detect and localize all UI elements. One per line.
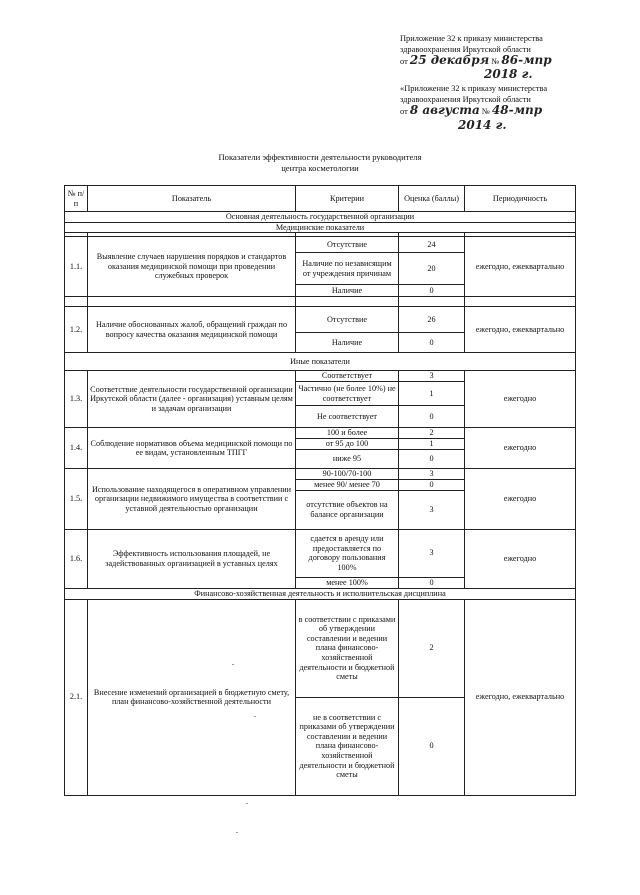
criteria-cell: Наличие по независящим от учреждения причинам <box>296 253 399 285</box>
score-cell: 1 <box>399 439 465 450</box>
indicator-cell: Наличие обоснованных жалоб, обращений граждан по вопросу качества оказания медицинской помощи <box>88 307 296 353</box>
criteria-cell: Не соответствует <box>296 406 399 428</box>
col-header-criteria: Критерии <box>296 186 399 212</box>
score-cell: 0 <box>399 406 465 428</box>
criteria-cell: сдается в аренду или предоставляется по договору пользования 100% <box>296 529 399 577</box>
section-finance: Финансово-хозяйственная деятельность и исполнительская дисциплина <box>65 588 576 599</box>
criteria-cell: Отсутствие <box>296 237 399 253</box>
table-row <box>65 307 576 333</box>
number-sign: № <box>481 107 490 116</box>
score-cell: 2 <box>399 599 465 697</box>
col-header-num: № п/п <box>65 186 88 212</box>
section-medical-indicators: Медицинские показатели <box>65 222 576 233</box>
score-cell: 0 <box>399 577 465 588</box>
col-header-score: Оценка (баллы) <box>399 186 465 212</box>
order-year-handwritten: 2018 г. <box>484 67 533 81</box>
order-date-handwritten: 25 декабря <box>409 53 490 67</box>
ministry-line: здравоохранения Иркутской области <box>400 44 531 54</box>
criteria-cell: ниже 95 <box>296 450 399 469</box>
section-row <box>65 588 576 599</box>
indicators-table <box>64 185 576 796</box>
scan-speck <box>236 832 238 833</box>
scan-speck <box>254 716 256 717</box>
table-row <box>65 529 576 577</box>
score-cell: 0 <box>399 450 465 469</box>
order-date-handwritten: 8 августа <box>409 103 480 117</box>
appendix-header-bottom <box>400 84 547 118</box>
order-date-line <box>400 55 552 68</box>
score-cell: 3 <box>399 490 465 529</box>
order-date-line <box>400 105 547 118</box>
criteria-cell: менее 100% <box>296 577 399 588</box>
criteria-cell: отсутствие объектов на балансе организации <box>296 490 399 529</box>
order-year-handwritten: 2014 г. <box>458 118 507 132</box>
section-row <box>65 222 576 233</box>
score-cell: 0 <box>399 479 465 490</box>
period-cell: ежегодно, ежеквартально <box>465 599 576 795</box>
spacer-row <box>65 297 576 307</box>
table-header-row <box>65 186 576 212</box>
score-cell: 0 <box>399 333 465 353</box>
appendix-line: Приложение 32 к приказу министерства <box>400 34 543 43</box>
indicator-cell: Эффективность использования площадей, не задействованных организацией в уставных целях <box>88 529 296 588</box>
row-number: 1.6. <box>65 529 88 588</box>
indicator-cell: Использование находящегося в оперативном управлении организации недвижимого имущества в соответствии с уставной деятельностью организации <box>88 469 296 530</box>
row-number: 1.2. <box>65 307 88 353</box>
table-row <box>65 469 576 480</box>
order-number-handwritten: 48-мпр <box>491 103 543 117</box>
section-main-activity: Основная деятельность государственной организации <box>65 212 576 223</box>
criteria-cell: менее 90/ менее 70 <box>296 479 399 490</box>
section-other-indicators: Иные показатели <box>65 353 576 371</box>
period-cell: ежегодно <box>465 529 576 588</box>
indicator-cell: Внесение изменений организацией в бюджетную смету, план финансово-хозяйственной деятельности <box>88 599 296 795</box>
period-cell: ежегодно <box>465 428 576 469</box>
period-cell: ежегодно <box>465 469 576 530</box>
criteria-cell: Частично (не более 10%) не соответствует <box>296 382 399 406</box>
row-number: 1.4. <box>65 428 88 469</box>
from-label: от <box>400 57 408 66</box>
criteria-cell: не в соответствии с приказами об утверждении составлении и ведении плана финансово-хозяйственной деятельности и бюджетной сметы <box>296 697 399 795</box>
from-label: от <box>400 107 408 116</box>
criteria-cell: 100 и более <box>296 428 399 439</box>
title-line: Показатели эффективности деятельности руководителя <box>218 152 422 162</box>
indicator-cell: Соблюдение нормативов объема медицинской помощи по ее видам, установленным ТПГГ <box>88 428 296 469</box>
score-cell: 2 <box>399 428 465 439</box>
appendix-header-top <box>400 34 552 68</box>
scan-speck <box>246 803 248 804</box>
criteria-cell: от 95 до 100 <box>296 439 399 450</box>
score-cell: 24 <box>399 237 465 253</box>
criteria-cell: 90-100/70-100 <box>296 469 399 480</box>
criteria-cell: в соответствии с приказами об утверждении составлении и ведении плана финансово-хозяйственной деятельности и бюджетной сметы <box>296 599 399 697</box>
document-title <box>0 152 640 173</box>
section-row <box>65 353 576 371</box>
score-cell: 3 <box>399 371 465 382</box>
period-cell: ежегодно, ежеквартально <box>465 307 576 353</box>
title-line: центра косметологии <box>281 162 359 173</box>
appendix-line: «Приложение 32 к приказу министерства <box>400 84 548 93</box>
col-header-indicator: Показатель <box>88 186 296 212</box>
ministry-line: здравоохранения Иркутской области <box>400 94 531 104</box>
period-cell: ежегодно, ежеквартально <box>465 237 576 297</box>
score-cell: 3 <box>399 469 465 480</box>
score-cell: 1 <box>399 382 465 406</box>
row-number: 1.1. <box>65 237 88 297</box>
table-row <box>65 237 576 253</box>
score-cell: 26 <box>399 307 465 333</box>
criteria-cell: Наличие <box>296 333 399 353</box>
table-row <box>65 599 576 697</box>
criteria-cell: Соответствует <box>296 371 399 382</box>
order-number-handwritten: 86-мпр <box>501 53 552 67</box>
row-number: 1.5. <box>65 469 88 530</box>
score-cell: 0 <box>399 285 465 297</box>
row-number: 2.1. <box>65 599 88 795</box>
scan-speck <box>232 664 234 665</box>
score-cell: 20 <box>399 253 465 285</box>
indicator-cell: Выявление случаев нарушения порядков и стандартов оказания медицинской помощи при проведении служебных проверок <box>88 237 296 297</box>
table-row <box>65 371 576 382</box>
col-header-period: Периодичность <box>465 186 576 212</box>
indicator-cell: Соответствие деятельности государственной организации Иркутской области (далее - организация) уставным целям и задачам организации <box>88 371 296 428</box>
row-number: 1.3. <box>65 371 88 428</box>
section-row <box>65 212 576 223</box>
criteria-cell: Отсутствие <box>296 307 399 333</box>
period-cell: ежегодно <box>465 371 576 428</box>
score-cell: 3 <box>399 529 465 577</box>
criteria-cell: Наличие <box>296 285 399 297</box>
table-row <box>65 428 576 439</box>
number-sign: № <box>491 57 500 66</box>
score-cell: 0 <box>399 697 465 795</box>
